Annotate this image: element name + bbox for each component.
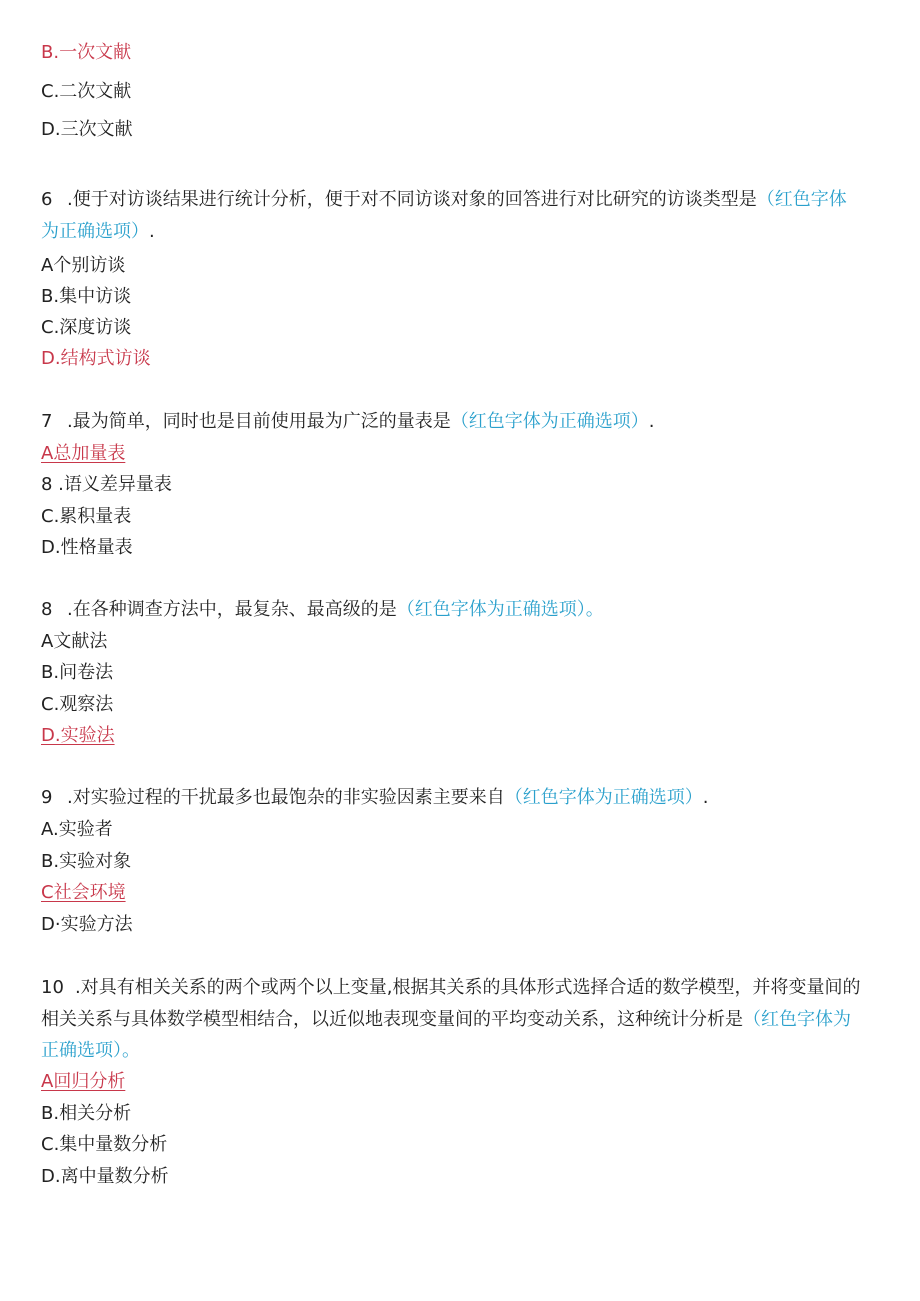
question-7-stem — [41, 411, 654, 433]
question-text: .对具有相关关系的两个或两个以上变量,根据其关系的具体形式选择合适的数学模型，并将变量间的 — [75, 977, 861, 998]
question-10-stem — [41, 977, 860, 999]
option-q6-d: D.结构式访谈 — [41, 348, 151, 369]
option-q6-a: A个别访谈 — [41, 255, 126, 276]
question-text: .最为简单，同时也是目前使用最为广泛的量表是 — [67, 411, 451, 432]
option-q10-a: A回归分析 — [41, 1071, 126, 1092]
option-q6-b: B.集中访谈 — [41, 286, 132, 307]
question-number: 6 — [41, 189, 53, 210]
question-end: . — [702, 787, 709, 808]
question-text: .便于对访谈结果进行统计分析，便于对不同访谈对象的回答进行对比研究的访谈类型是 — [67, 189, 757, 210]
hint-text: （红色字体为正确选项） — [450, 411, 649, 432]
question-text: 相关关系与具体数学模型相结合，以近似地表现变量间的平均变动关系，这种统计分析是 — [41, 1009, 743, 1030]
option-q5-d: D.三次文献 — [41, 119, 133, 140]
option-q10-d: D.离中量数分析 — [41, 1166, 169, 1187]
option-q7-c: C.累积量表 — [41, 506, 132, 527]
question-end: 。 — [122, 1040, 140, 1061]
question-number: 10 — [41, 977, 64, 998]
option-q9-a: A.实验者 — [41, 819, 113, 840]
option-q5-b: B.一次文献 — [41, 42, 132, 63]
question-6-stem-cont — [41, 221, 155, 243]
option-q10-c: C.集中量数分析 — [41, 1134, 168, 1155]
question-10-stem-line2 — [41, 1009, 851, 1031]
option-q9-c: C社会环境 — [41, 882, 126, 903]
question-8-stem — [41, 599, 604, 621]
hint-text: （红色字体为正确选项） — [504, 787, 703, 808]
option-q8-a: A文献法 — [41, 631, 108, 652]
option-q8-b: B.问卷法 — [41, 662, 114, 683]
option-q8-d: D.实验法 — [41, 725, 115, 746]
option-q8-c: C.观察法 — [41, 694, 114, 715]
option-q7-b: 8 .语义差异量表 — [41, 474, 172, 495]
option-q10-b: B.相关分析 — [41, 1103, 132, 1124]
hint-text: 正确选项） — [41, 1040, 122, 1061]
hint-text: 为正确选项） — [41, 221, 149, 242]
option-q9-d: D·实验方法 — [41, 914, 133, 935]
question-6-stem — [41, 189, 847, 211]
question-number: 9 — [41, 787, 53, 808]
question-text: .在各种调查方法中，最复杂、最高级的是 — [67, 599, 397, 620]
hint-text: （红色字体 — [756, 189, 847, 210]
option-q6-c: C.深度访谈 — [41, 317, 132, 338]
question-10-stem-line3 — [41, 1040, 140, 1062]
hint-text: （红色字体为正确选项）。 — [396, 599, 604, 620]
question-end: . — [648, 411, 655, 432]
option-q9-b: B.实验对象 — [41, 851, 132, 872]
option-q5-c: C.二次文献 — [41, 81, 132, 102]
option-q7-d: D.性格量表 — [41, 537, 133, 558]
question-end: . — [149, 221, 155, 242]
question-number: 8 — [41, 599, 53, 620]
hint-text: （红色字体为 — [743, 1009, 851, 1030]
question-9-stem — [41, 787, 708, 809]
question-number: 7 — [41, 411, 53, 432]
option-q7-a: A总加量表 — [41, 443, 126, 464]
question-text: .对实验过程的干扰最多也最饱杂的非实验因素主要来自 — [67, 787, 505, 808]
